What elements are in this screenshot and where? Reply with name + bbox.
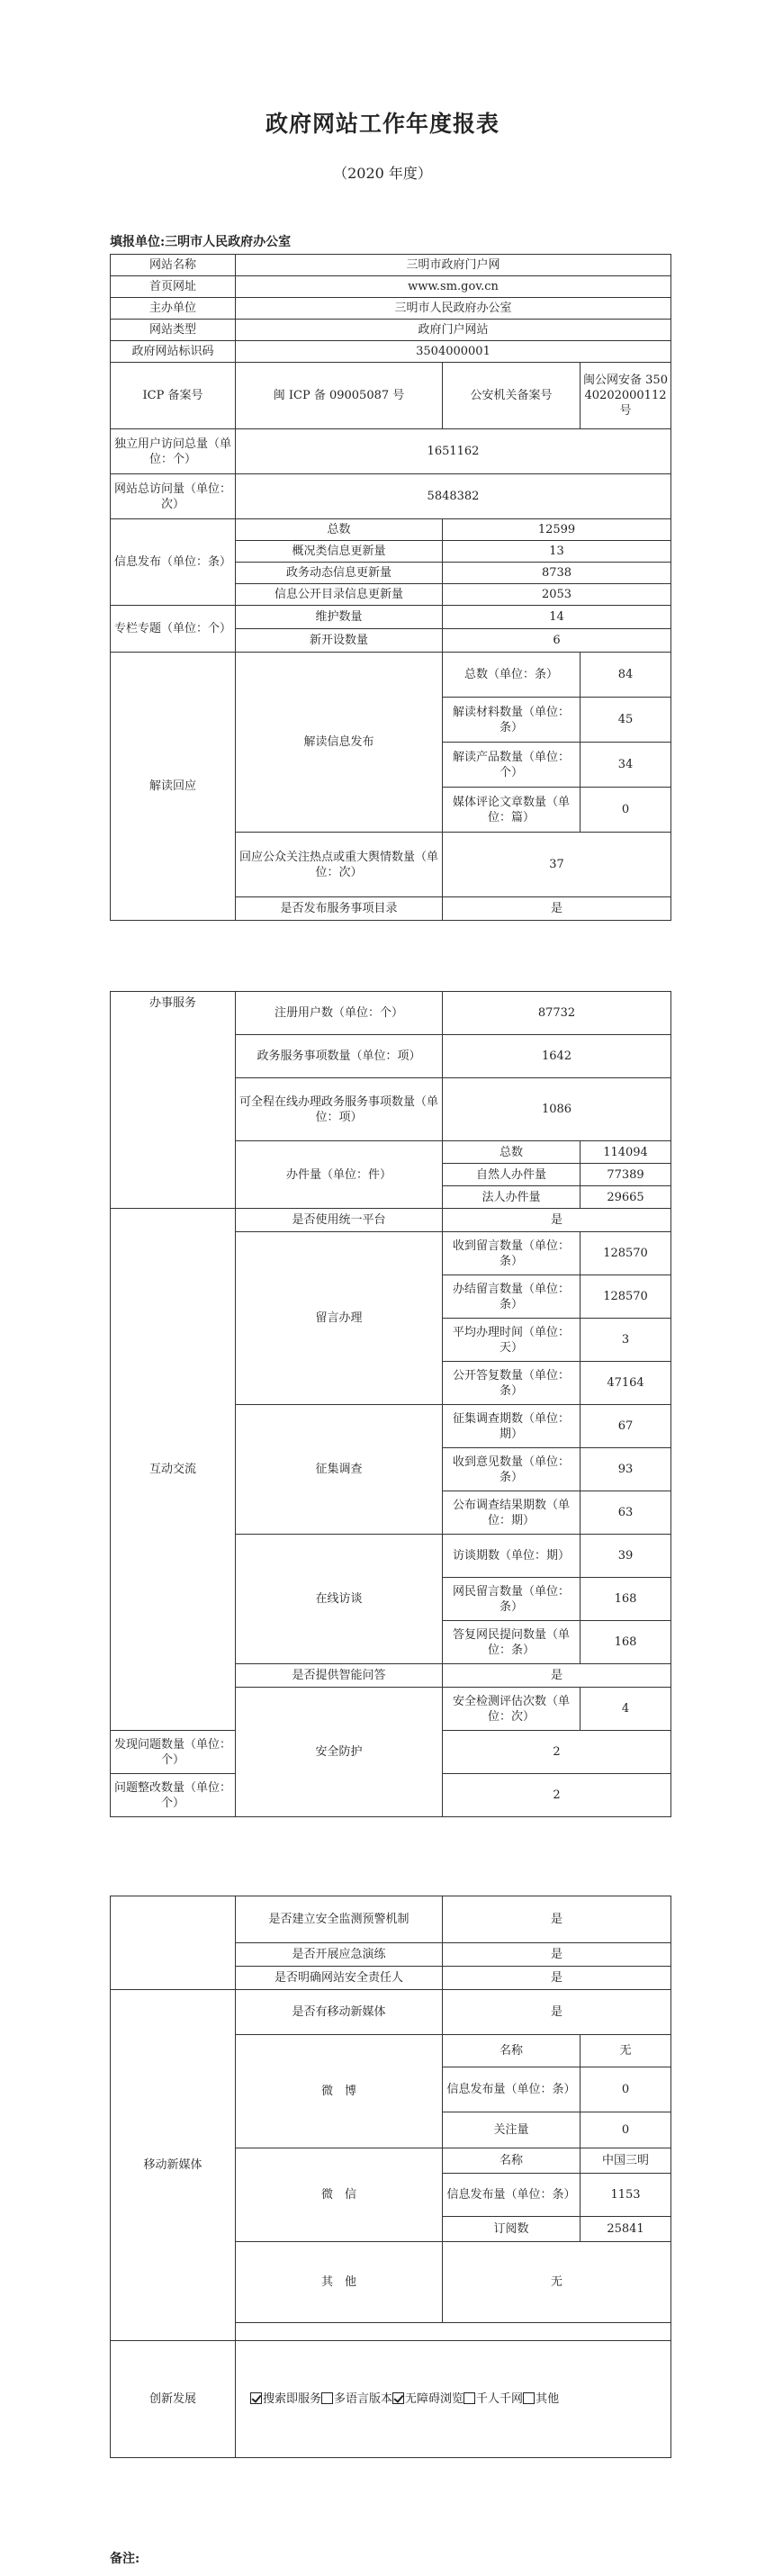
blank-cell — [236, 2323, 671, 2341]
value-cell: 4 — [580, 1688, 671, 1731]
section-label: 安全防护 — [236, 1688, 443, 1817]
label-cell: 办结留言数量（单位：条） — [443, 1275, 580, 1319]
label-cell: 总数 — [236, 519, 443, 541]
label-cell: 信息发布量（单位：条） — [443, 2067, 580, 2112]
option-label: 多语言版本 — [334, 2392, 393, 2406]
label-cell: 回应公众关注热点或重大舆情数量（单位：次） — [236, 833, 443, 897]
label-cell: 征集调查 — [236, 1405, 443, 1535]
label-cell: 是否使用统一平台 — [236, 1209, 443, 1232]
value-cell: 84 — [580, 653, 671, 698]
value-cell: 是 — [443, 1209, 671, 1232]
checkbox-icon[interactable] — [250, 2392, 262, 2404]
label-cell: 办件量（单位：件） — [236, 1141, 443, 1209]
label-cell: 网民留言数量（单位：条） — [443, 1578, 580, 1621]
label-cell: 解读信息发布 — [236, 653, 443, 833]
reporting-unit: 填报单位:三明市人民政府办公室 — [110, 235, 292, 249]
label-cell: 网站总访问量（单位：次） — [111, 474, 236, 519]
label-cell: 解读材料数量（单位：条） — [443, 698, 580, 743]
value-cell: 77389 — [580, 1164, 671, 1186]
checkbox-icon[interactable] — [464, 2392, 475, 2404]
value-cell: 三明市政府门户网 — [236, 255, 671, 276]
label-cell: 是否建立安全监测预警机制 — [236, 1896, 443, 1943]
label-cell: 发现问题数量（单位：个） — [111, 1731, 236, 1774]
value-cell: 14 — [443, 606, 671, 629]
label-cell: 政务动态信息更新量 — [236, 563, 443, 584]
option-label: 无障碍浏览 — [405, 2392, 464, 2406]
label-cell: 是否明确网站安全责任人 — [236, 1967, 443, 1990]
page-title: 政府网站工作年度报表 — [265, 111, 500, 137]
value-cell: 是 — [443, 1967, 671, 1990]
label-cell: 名称 — [443, 2148, 580, 2174]
mobile-media-table — [110, 1896, 671, 2458]
label-cell: 访谈期数（单位：期） — [443, 1535, 580, 1578]
value-cell: 168 — [580, 1621, 671, 1664]
label-cell: 是否有移动新媒体 — [236, 1990, 443, 2035]
checkbox-icon[interactable] — [523, 2392, 535, 2404]
label-cell: 名称 — [443, 2035, 580, 2067]
blank-cell — [111, 1896, 236, 1990]
section-label: 互动交流 — [111, 1209, 236, 1731]
value-cell: 1153 — [580, 2174, 671, 2217]
label-cell: 主办单位 — [111, 298, 236, 320]
innovation-option[interactable] — [392, 2392, 464, 2406]
label-cell: 信息公开目录信息更新量 — [236, 584, 443, 606]
basic-info-table — [110, 254, 671, 921]
value-cell: 25841 — [580, 2217, 671, 2242]
value-cell: 是 — [443, 897, 671, 921]
value-cell: 63 — [580, 1491, 671, 1535]
value-cell: 8738 — [443, 563, 671, 584]
value-cell: 39 — [580, 1535, 671, 1578]
label-cell: 公布调查结果期数（单位：期） — [443, 1491, 580, 1535]
label-cell: 征集调查期数（单位：期） — [443, 1405, 580, 1448]
option-label: 千人千网 — [476, 2392, 524, 2406]
value-cell: 3 — [580, 1319, 671, 1362]
value-cell: 无 — [443, 2242, 671, 2323]
label-cell: 公安机关备案号 — [443, 363, 580, 429]
label-cell: 问题整改数量（单位：个） — [111, 1774, 236, 1817]
value-cell: 是 — [443, 1990, 671, 2035]
value-cell: 3504000001 — [236, 341, 671, 363]
value-cell: 168 — [580, 1578, 671, 1621]
value-cell: 闽公网安备 35040202000112 号 — [580, 363, 671, 429]
value-cell: 是 — [443, 1943, 671, 1967]
section-label: 办事服务 — [111, 992, 236, 1209]
notes-label: 备注: — [110, 2552, 140, 2566]
value-cell: 93 — [580, 1448, 671, 1491]
value-cell: 政府门户网站 — [236, 320, 671, 341]
value-cell: 1651162 — [236, 429, 671, 474]
section-label: 专栏专题（单位：个） — [111, 606, 236, 653]
label-cell: 是否提供智能问答 — [236, 1664, 443, 1688]
label-cell: 可全程在线办理政务服务事项数量（单位：项） — [236, 1078, 443, 1141]
value-cell: 6 — [443, 629, 671, 653]
checkbox-icon[interactable] — [321, 2392, 333, 2404]
value-cell: 无 — [580, 2035, 671, 2067]
label-cell: 微 博 — [236, 2035, 443, 2148]
value-cell: 0 — [580, 2112, 671, 2148]
label-cell: 注册用户数（单位：个） — [236, 992, 443, 1035]
value-cell: 三明市人民政府办公室 — [236, 298, 671, 320]
value-cell: 128570 — [580, 1275, 671, 1319]
label-cell: 安全检测评估次数（单位：次） — [443, 1688, 580, 1731]
report-year: （2020 年度） — [333, 165, 432, 182]
label-cell: 信息发布量（单位：条） — [443, 2174, 580, 2217]
innovation-options — [236, 2341, 671, 2458]
section-label: 移动新媒体 — [111, 1990, 236, 2341]
value-cell: 13 — [443, 541, 671, 563]
label-cell: 微 信 — [236, 2148, 443, 2242]
section-label: 信息发布（单位：条） — [111, 519, 236, 606]
label-cell: 首页网址 — [111, 276, 236, 298]
label-cell: 法人办件量 — [443, 1186, 580, 1209]
label-cell: 答复网民提问数量（单位：条） — [443, 1621, 580, 1664]
label-cell: 网站名称 — [111, 255, 236, 276]
label-cell: 解读产品数量（单位：个） — [443, 743, 580, 788]
section-label: 创新发展 — [111, 2341, 236, 2458]
value-cell: 是 — [443, 1896, 671, 1943]
section-label: 解读回应 — [111, 653, 236, 921]
innovation-option[interactable] — [464, 2392, 523, 2406]
value-cell: 1086 — [443, 1078, 671, 1141]
label-cell: 媒体评论文章数量（单位：篇） — [443, 788, 580, 833]
value-cell: 5848382 — [236, 474, 671, 519]
value-cell: 45 — [580, 698, 671, 743]
label-cell: 是否开展应急演练 — [236, 1943, 443, 1967]
label-cell: ICP 备案号 — [111, 363, 236, 429]
value-cell: 中国三明 — [580, 2148, 671, 2174]
value-cell: 0 — [580, 2067, 671, 2112]
label-cell: 独立用户访问总量（单位：个） — [111, 429, 236, 474]
value-cell: 闽 ICP 备 09005087 号 — [236, 363, 443, 429]
label-cell: 其 他 — [236, 2242, 443, 2323]
label-cell: 留言办理 — [236, 1232, 443, 1405]
label-cell: 收到留言数量（单位：条） — [443, 1232, 580, 1275]
label-cell: 概况类信息更新量 — [236, 541, 443, 563]
service-interaction-table — [110, 991, 671, 1817]
value-cell: 1642 — [443, 1035, 671, 1078]
label-cell: 网站类型 — [111, 320, 236, 341]
label-cell: 是否发布服务事项目录 — [236, 897, 443, 921]
option-label: 其他 — [536, 2392, 560, 2406]
label-cell: 政务服务事项数量（单位：项） — [236, 1035, 443, 1078]
value-cell: 128570 — [580, 1232, 671, 1275]
value-cell: 是 — [443, 1664, 671, 1688]
innovation-option[interactable] — [250, 2392, 321, 2406]
value-cell: 2053 — [443, 584, 671, 606]
checkbox-icon[interactable] — [392, 2392, 404, 2404]
value-cell: 114094 — [580, 1141, 671, 1164]
value-cell: 29665 — [580, 1186, 671, 1209]
label-cell: 平均办理时间（单位：天） — [443, 1319, 580, 1362]
value-cell: 2 — [443, 1731, 671, 1774]
value-cell: 87732 — [443, 992, 671, 1035]
label-cell: 维护数量 — [236, 606, 443, 629]
label-cell: 公开答复数量（单位：条） — [443, 1362, 580, 1405]
label-cell: 订阅数 — [443, 2217, 580, 2242]
label-cell: 新开设数量 — [236, 629, 443, 653]
value-cell: 34 — [580, 743, 671, 788]
value-cell: 37 — [443, 833, 671, 897]
value-cell: 47164 — [580, 1362, 671, 1405]
innovation-option[interactable] — [523, 2392, 559, 2406]
value-cell: 67 — [580, 1405, 671, 1448]
label-cell: 收到意见数量（单位：条） — [443, 1448, 580, 1491]
innovation-option[interactable] — [321, 2392, 392, 2406]
label-cell: 总数 — [443, 1141, 580, 1164]
label-cell: 自然人办件量 — [443, 1164, 580, 1186]
label-cell: 政府网站标识码 — [111, 341, 236, 363]
option-label: 搜索即服务 — [263, 2392, 322, 2406]
label-cell: 总数（单位：条） — [443, 653, 580, 698]
value-cell: 0 — [580, 788, 671, 833]
value-cell: 2 — [443, 1774, 671, 1817]
label-cell: 在线访谈 — [236, 1535, 443, 1664]
label-cell: 关注量 — [443, 2112, 580, 2148]
value-cell: www.sm.gov.cn — [236, 276, 671, 298]
value-cell: 12599 — [443, 519, 671, 541]
